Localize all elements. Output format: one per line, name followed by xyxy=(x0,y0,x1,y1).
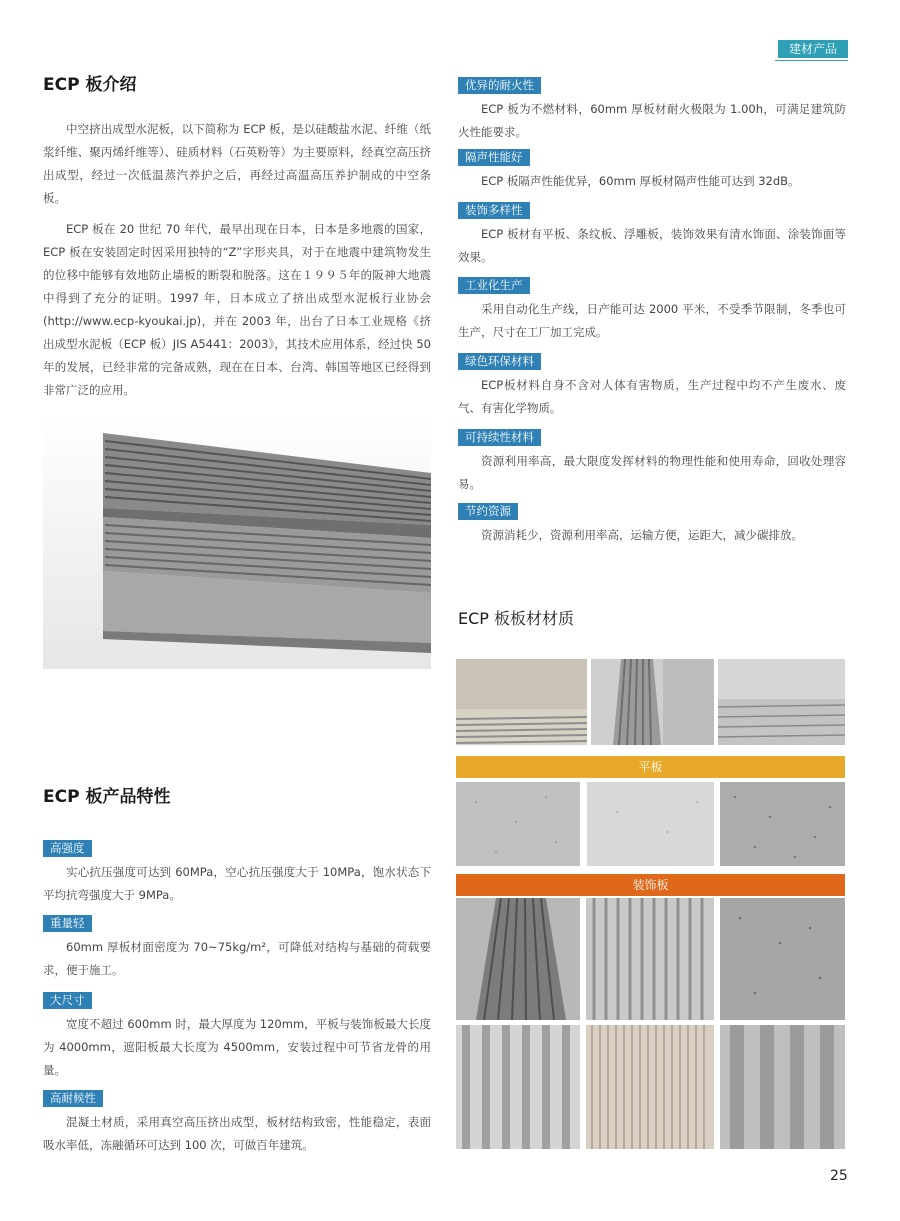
feature-tag: 高耐候性 xyxy=(43,1090,103,1107)
feature-tag: 装饰多样性 xyxy=(458,202,530,219)
feature-tag: 隔声性能好 xyxy=(458,149,530,166)
flat-texture-3 xyxy=(720,782,845,866)
features-title: ECP 板产品特性 xyxy=(43,787,171,807)
feature-text: ECP 板材有平板、条纹板、浮雕板，装饰效果有清水饰面、涂装饰面等效果。 xyxy=(458,227,846,264)
flat-board-photo-3 xyxy=(718,659,845,745)
feature-light-weight xyxy=(43,912,431,982)
feature-text: 采用自动化生产线，日产能可达 2000 平米，不受季节限制，冬季也可生产，尺寸在工厂加工完成。 xyxy=(458,302,846,339)
decorative-texture-4 xyxy=(456,1025,580,1149)
feature-text: 宽度不超过 600mm 时，最大厚度为 120mm，平板与装饰板最大长度为 4000mm，遮阳板最大长度为 4500mm，安装过程中可节省龙骨的用量。 xyxy=(43,1017,431,1077)
feature-tag: 重量轻 xyxy=(43,915,92,932)
flat-board-photo-1 xyxy=(456,659,587,745)
decorative-texture-6 xyxy=(720,1025,845,1149)
feature-high-strength xyxy=(43,837,431,907)
flat-texture-2 xyxy=(587,782,714,866)
feature-tag: 可持续性材料 xyxy=(458,429,541,446)
feature-large-size xyxy=(43,989,431,1082)
feature-green-material xyxy=(458,350,846,420)
material-title: ECP 板板材材质 xyxy=(458,609,575,628)
category-tag: 建材产品 xyxy=(778,40,848,58)
decorative-texture-5 xyxy=(586,1025,714,1149)
feature-tag: 工业化生产 xyxy=(458,277,530,294)
decorative-texture-3 xyxy=(720,898,845,1020)
feature-industrial-production xyxy=(458,274,846,344)
feature-text: ECP板材料自身不含对人体有害物质，生产过程中均不产生废水、废气、有害化学物质。 xyxy=(458,378,846,415)
feature-text: 60mm 厚板材面密度为 70~75kg/m²，可降低对结构与基础的荷载要求，便于施工。 xyxy=(43,940,431,977)
feature-tag: 大尺寸 xyxy=(43,992,92,1009)
feature-tag: 优异的耐火性 xyxy=(458,77,541,94)
decorative-texture-2 xyxy=(586,898,714,1020)
feature-weather-resistance xyxy=(43,1087,431,1157)
feature-resource-saving xyxy=(458,500,846,547)
feature-decorative-variety xyxy=(458,199,846,269)
decorative-texture-1 xyxy=(456,898,580,1020)
ecp-board-stack-image xyxy=(43,413,431,669)
decorative-board-banner: 装饰板 xyxy=(456,874,845,896)
feature-sustainable-material xyxy=(458,426,846,496)
feature-text: 资源利用率高，最大限度发挥材料的物理性能和使用寿命，回收处理容易。 xyxy=(458,454,846,491)
feature-text: ECP 板为不燃材料，60mm 厚板材耐火极限为 1.00h，可满足建筑防火性能要求。 xyxy=(458,102,846,139)
feature-tag: 节约资源 xyxy=(458,503,518,520)
page-number: 25 xyxy=(830,1168,848,1184)
flat-board-banner: 平板 xyxy=(456,756,845,778)
flat-texture-1 xyxy=(456,782,580,866)
feature-text: ECP 板隔声性能优异，60mm 厚板材隔声性能可达到 32dB。 xyxy=(481,174,800,188)
flat-board-photo-2 xyxy=(591,659,714,745)
header-rule xyxy=(775,60,848,61)
feature-tag: 绿色环保材料 xyxy=(458,353,541,370)
intro-paragraph-1: 中空挤出成型水泥板，以下简称为 ECP 板，是以硅酸盐水泥、纤维（纸浆纤维、聚丙烯纤维等）、硅质材料（石英粉等）为主要原料，经真空高压挤出成型，经过一次低温蒸汽养护之后，再经过高温高压养护制成的中空条板。 xyxy=(43,122,431,205)
feature-text: 混凝土材质，采用真空高压挤出成型，板材结构致密，性能稳定，表面吸水率低，冻融循环可达到 100 次，可做百年建筑。 xyxy=(43,1115,431,1152)
feature-text: 实心抗压强度可达到 60MPa，空心抗压强度大于 10MPa，饱水状态下平均抗弯强度大于 9MPa。 xyxy=(43,865,431,902)
feature-tag: 高强度 xyxy=(43,840,92,857)
feature-text: 资源消耗少，资源利用率高，运输方便，运距大，减少碳排放。 xyxy=(481,528,803,542)
intro-paragraph-2: ECP 板在 20 世纪 70 年代，最早出现在日本，日本是多地震的国家，ECP 板在安装固定时因采用独特的“Z”字形夹具，对于在地震中建筑物发生的位移中能够有效地防止墙板的断裂和脱落。这在１９９５年的阪神大地震中得到了充分的证明。1997 年，日本成立了挤出成型水泥板行业协会 (http://www.ecp-kyoukai.jp)，并在 2003 年，出台了日本工业规格《挤出成型水泥板（ECP 板）JIS A5441：2003》，其技术应用体系，经过快 50 年的发展，已经非常的完备成熟，现在在日本、台湾、韩国等地区已经得到非常广泛的应用。 xyxy=(43,222,431,397)
feature-sound-insulation xyxy=(458,146,846,193)
feature-fire-resistance xyxy=(458,74,846,144)
intro-title: ECP 板介绍 xyxy=(43,75,137,95)
